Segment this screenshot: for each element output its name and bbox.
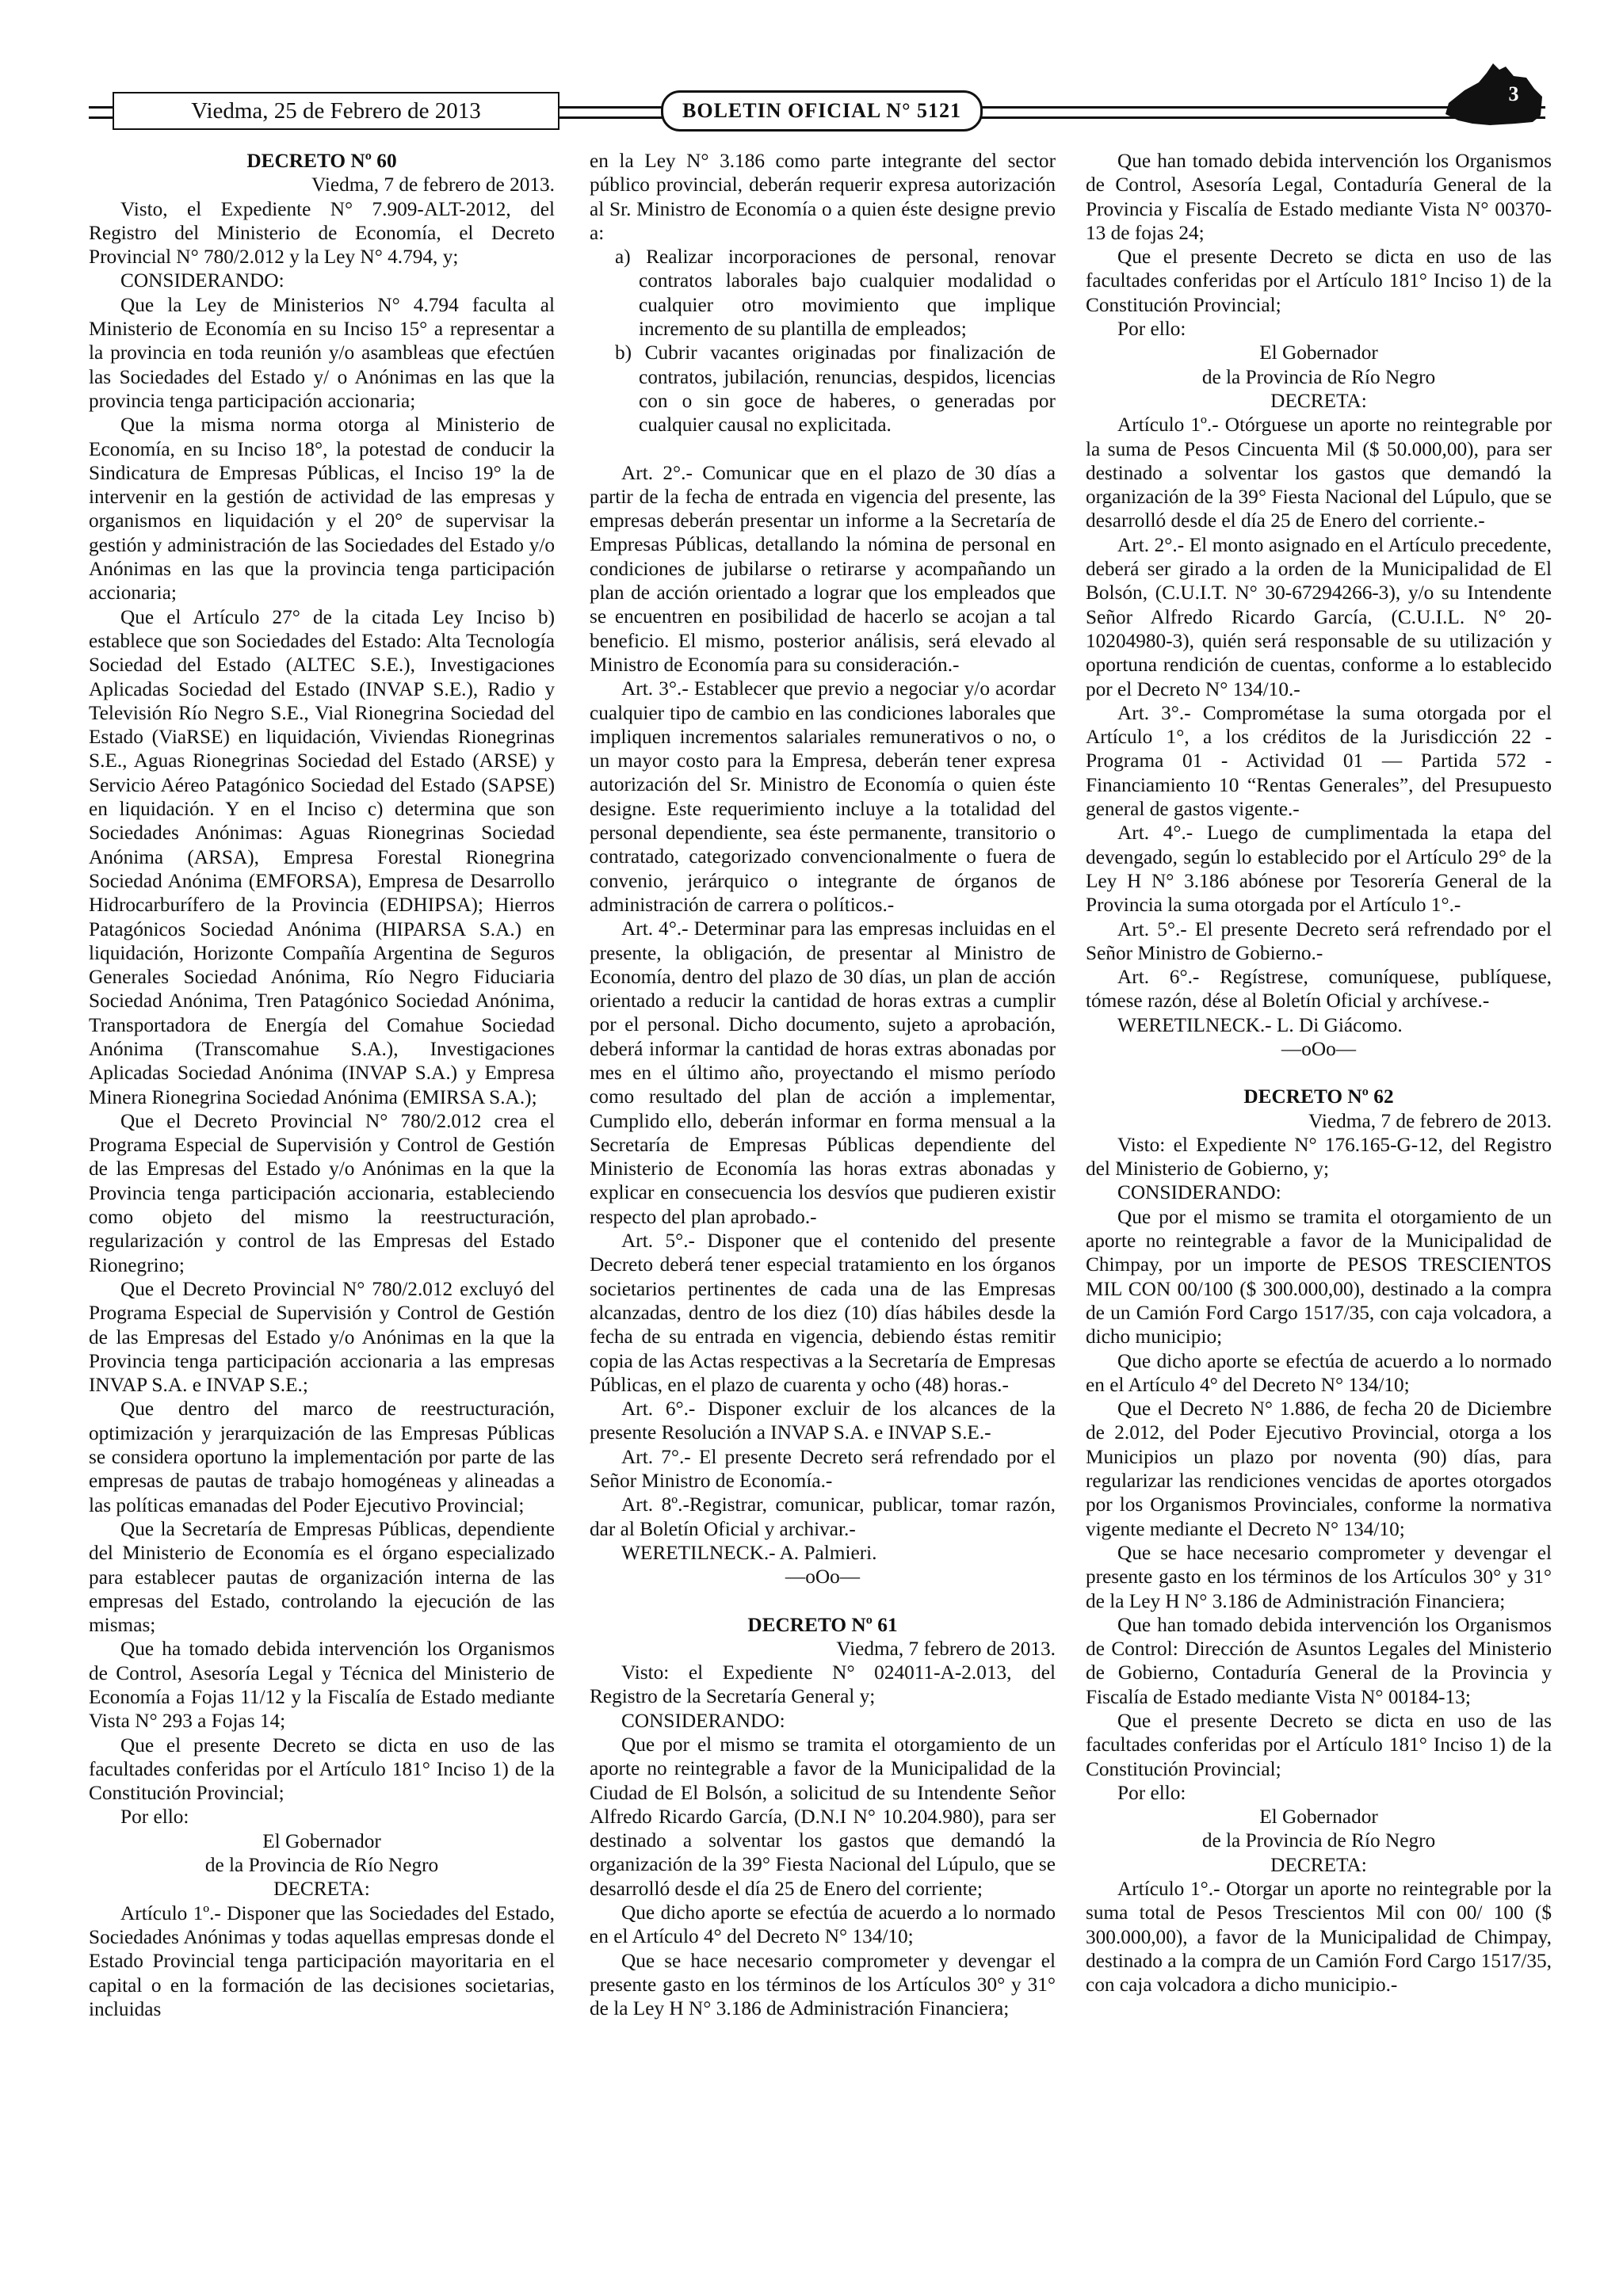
decreta-line: DECRETA:	[1270, 1853, 1367, 1876]
por-ello: Por ello:	[1117, 1781, 1186, 1804]
paragraph: Art. 3°.- Establecer que previo a negociar y/o acordar cualquier tipo de cambio en las condiciones laborales que impliquen incrementos salariales remunerativos o no, o un mayor costo para la Empresa, deberán tener expresa autorización del Sr. Ministro de Economía o quien éste designe. Este requerimiento incluye a la totalidad del personal dependiente, sea éste permanente, transitorio o contratado, categorizado convencionalmente o fuera de convenio, jerárquico o integrante de órganos de administración de carrera o políticos.-	[590, 677, 1056, 916]
paragraph: en la Ley N° 3.186 como parte integrante del sector público provincial, deberán requerir expresa autorización al Sr. Ministro de Economía o a quien éste designe previo a:	[590, 150, 1056, 244]
paragraph: Visto: el Expediente N° 024011-A-2.013, del Registro de la Secretaría General y;	[590, 1661, 1056, 1708]
requirements-list	[590, 245, 1056, 437]
considerando: CONSIDERANDO:	[621, 1709, 785, 1732]
decree-60-title: DECRETO Nº 60	[246, 150, 397, 172]
paragraph: Art. 4°.- Determinar para las empresas incluidas en el presente, la obligación, de presentar al Ministro de Economía, dentro del plazo de 30 días, un plan de acción orientado a reducir la cantidad de horas extras a cumplir por el personal. Dicho documento, sujeto a aprobación, deberá informar la cantidad de horas extras abonadas por mes en el último año, proyectando el mismo período como resultado del plan de acción a implementar, Cumplido ello, deberán informar en forma mensual a la Secretaría de Empresas Públicas dependiente del Ministerio de Economía las horas extras abonadas y explicar en consecuencia los desvíos que pudieren existir respecto del plan aprobado.-	[590, 917, 1056, 1228]
paragraph: Art. 2°.- Comunicar que en el plazo de 30 días a partir de la fecha de entrada en vigencia del presente, las empresas deberán presentar un informe a la Secretaría de Empresas Públicas, detallando la nómina de personal en condiciones de jubilarse o retirarse y acompañando un plan de acción orientado a lograr que los empleados que se encuentren en posibilidad de hacerlo se acojan a tal beneficio. El mismo, posterior análisis, será elevado al Ministro de Economía para su consideración.-	[590, 461, 1056, 676]
por-ello: Por ello:	[1117, 318, 1186, 341]
page-header	[89, 82, 1545, 139]
paragraph: Art. 6°.- Regístrese, comuníquese, publíquese, tómese razón, dése al Boletín Oficial y archívese.-	[1086, 966, 1552, 1013]
paragraph: Art. 7°.- El presente Decreto será refrendado por el Señor Ministro de Economía.-	[590, 1445, 1056, 1493]
spacer	[590, 1589, 1056, 1613]
column-1	[89, 149, 555, 2021]
paragraph: Visto: el Expediente N° 176.165-G-12, del Registro del Ministerio de Gobierno, y;	[1086, 1133, 1552, 1180]
paragraph: Que el Artículo 27° de la citada Ley Inciso b) establece que son Sociedades del Estado: Alta Tecnología Sociedad del Estado (ALTEC S.E.), Investigaciones Aplicadas Sociedad del Estado (INVAP S.E.), Radio y Televisión Río Negro S.E., Vial Rionegrina Sociedad del Estado (ViaRSE) en liquidación, Viviendas Rionegrinas S.E., Aguas Rionegrinas Sociedad del Estado (ARSE) y Servicio Aéreo Patagónico Sociedad del Estado (SAPSE) en liquidación. Y en el Inciso c) determina que son Sociedades Anónimas: Aguas Rionegrinas Sociedad Anónima (ARSA), Empresa Forestal Rionegrina Sociedad Anónima (EMFORSA), Empresa de Desarrollo Hidrocarburífero de la Provincia (EDHIPSA); Hierros Patagónicos Sociedad Anónima (HIPARSA S.A.) en liquidación, Horizonte Compañía Argentina de Seguros Generales Sociedad Anónima, Río Negro Fiduciaria Sociedad Anónima, Tren Patagónico Sociedad Anónima, Transportadora de Energía del Comahue Sociedad Anónima (Transcomahue S.A.), Investigaciones Aplicadas Sociedad Anónima (INVAP S.A.) y Empresa Minera Rionegrina Sociedad Anónima (EMIRSA S.A.);	[89, 605, 555, 1108]
paragraph: Art. 5°.- Disponer que el contenido del presente Decreto deberá tener especial tratamiento en los órganos societarios pertinentes de cada una de las Empresas alcanzadas, dentro de los diez (10) días hábiles desde la fecha de su entrada en vigencia, debiendo éstas remitir copia de las Actas respectivas a la Secretaría de Empresas Públicas, en el plazo de cuarenta y ocho (48) horas.-	[590, 1230, 1056, 1396]
signatures: WERETILNECK.- A. Palmieri.	[621, 1541, 877, 1564]
province-map-logo	[1441, 59, 1545, 138]
provincia-line: de la Provincia de Río Negro	[1201, 1829, 1436, 1852]
paragraph: Que dicho aporte se efectúa de acuerdo a lo normado en el Artículo 4° del Decreto N° 134/10;	[1086, 1349, 1552, 1396]
paragraph: Que el Decreto N° 1.886, de fecha 20 de Diciembre de 2.012, del Poder Ejecutivo Provincial, otorga a los Municipios un plazo por noventa (90) días, para regularizar las rendiciones vencidas de aportes otorgados por los Organismos Provinciales, conforme la normativa vigente mediante el Decreto N° 134/10;	[1086, 1398, 1552, 1540]
signatures: WERETILNECK.- L. Di Giácomo.	[1117, 1013, 1403, 1036]
considerando: CONSIDERANDO:	[1117, 1181, 1281, 1204]
decree-62-date: Viedma, 7 de febrero de 2013.	[1308, 1109, 1552, 1132]
paragraph: Artículo 1º.- Otórguese un aporte no reintegrable por la suma de Pesos Cincuenta Mil ($ 50.000,00), para ser destinado a solventar los gastos que demandó la organización de la 39° Fiesta Nacional del Lúpulo, que se desarrolló desde el día 25 de Enero del corriente.-	[1086, 414, 1552, 532]
decree-60-date: Viedma, 7 de febrero de 2013.	[311, 174, 555, 196]
decree-62-title: DECRETO Nº 62	[1243, 1085, 1394, 1108]
paragraph: Que el Decreto Provincial N° 780/2.012 crea el Programa Especial de Supervisión y Control de Gestión de las Empresas del Estado y/o Anónimas en la que la Provincia tenga participación accionaria, estableciendo como objeto del mismo la reestructuración, regularización y control de las Empresas del Estado Rionegrino;	[89, 1109, 555, 1276]
paragraph: Que la misma norma otorga al Ministerio de Economía, en su Inciso 18°, la potestad de conducir la Sindicatura de Empresas Públicas, el Inciso 19° la de intervenir en la gestión de actividad de las empresas y organismos en liquidación y el 20° de supervisar la gestión y administración de las Sociedades del Estado y/o Anónimas en las que la provincia tenga participación accionaria;	[89, 414, 555, 605]
paragraph: Que dentro del marco de reestructuración, optimización y jerarquización de las Empresas Públicas se considera oportuno la implementación por parte de las empresas de pautas de trabajo homogéneas y alineadas a las políticas emanadas del Poder Ejecutivo Provincial;	[89, 1398, 555, 1516]
separator: —oOo—	[785, 1566, 861, 1589]
bulletin-title: BOLETIN OFICIAL N° 5121	[661, 90, 983, 132]
paragraph: Art. 3°.- Comprométase la suma otorgada por el Artículo 1°, a los créditos de la Jurisdicción 22 - Programa 01 - Actividad 01 — Partida 572 - Financiamiento 10 “Rentas Generales”, del Presupuesto general de gastos vigente.-	[1086, 701, 1552, 821]
decreta-line: DECRETA:	[1270, 389, 1367, 412]
page-number: 3	[1508, 82, 1519, 105]
header-date: Viedma, 25 de Febrero de 2013	[113, 92, 559, 130]
paragraph: Que han tomado debida intervención los Organismos de Control: Dirección de Asuntos Legales del Ministerio de Gobierno, Contaduría General de la Provincia y Fiscalía de Estado mediante Vista N° 00184-13;	[1086, 1613, 1552, 1708]
decree-61-title: DECRETO Nº 61	[747, 1613, 898, 1636]
paragraph: Que por el mismo se tramita el otorgamiento de un aporte no reintegrable a favor de la Municipalidad de Chimpay, por un importe de PESOS TRESCIENTOS MIL CON 00/100 ($ 300.000,00), destinado a la compra de un Camión Ford Cargo 1517/35, con caja volcadora, a dicho municipio;	[1086, 1205, 1552, 1348]
paragraph: Que se hace necesario comprometer y devengar el presente gasto en los términos de los Artículos 30° y 31° de la Ley H N° 3.186 de Administración Financiera;	[1086, 1541, 1552, 1612]
spacer	[590, 437, 1056, 461]
column-2	[590, 149, 1056, 2021]
decree-61-date: Viedma, 7 febrero de 2013.	[836, 1637, 1056, 1660]
paragraph: Que la Ley de Ministerios N° 4.794 faculta al Ministerio de Economía en su Inciso 15° a representar a la provincia en toda reunión y/o asambleas que efectúen las Sociedades del Estado y/ o Anónimas en las que la provincia tenga participación accionaria;	[89, 293, 555, 412]
paragraph: Art. 5°.- El presente Decreto será refrendado por el Señor Ministro de Gobierno.-	[1086, 917, 1552, 964]
spacer	[1086, 1061, 1552, 1085]
paragraph: Art. 4°.- Luego de cumplimentada la etapa del devengado, según lo establecido por el Artículo 29° de la Ley H N° 3.186 abónese por Tesorería General de la Provincia la suma otorgada por el Artículo 1°.-	[1086, 822, 1552, 917]
separator: —oOo—	[1281, 1037, 1357, 1060]
paragraph: Que han tomado debida intervención los Organismos de Control, Asesoría Legal, Contaduría General de la Provincia y Fiscalía de Estado mediante Vista N° 00370-13 de fojas 24;	[1086, 150, 1552, 244]
paragraph: Que dicho aporte se efectúa de acuerdo a lo normado en el Artículo 4° del Decreto N° 134/10;	[590, 1901, 1056, 1948]
paragraph: Artículo 1º.- Disponer que las Sociedades del Estado, Sociedades Anónimas y todas aquellas empresas donde el Estado Provincial tenga participación mayoritaria en el capital o en la formación de las decisiones societarias, incluidas	[89, 1901, 555, 2020]
paragraph: Art. 6°.- Disponer excluir de los alcances de la presente Resolución a INVAP S.A. e INVAP S.E.-	[590, 1398, 1056, 1444]
paragraph: Que el presente Decreto se dicta en uso de las facultades conferidas por el Artículo 181° Inciso 1) de la Constitución Provincial;	[1086, 246, 1552, 316]
gobernador-line: El Gobernador	[1259, 341, 1378, 364]
paragraph: Visto, el Expediente N° 7.909-ALT-2012, del Registro del Ministerio de Economía, el Decreto Provincial N° 780/2.012 y la Ley N° 4.794, y;	[89, 197, 555, 269]
list-item: a) Realizar incorporaciones de personal, renovar contratos laborales bajo cualquier modalidad o cualquier otro movimiento que implique incremento de su plantilla de empleados;	[615, 246, 1056, 341]
paragraph: Que se hace necesario comprometer y devengar el presente gasto en los términos de los Artículos 30° y 31° de la Ley H N° 3.186 de Administración Financiera;	[590, 1949, 1056, 2020]
decreta-line: DECRETA:	[273, 1878, 370, 1901]
provincia-line: de la Provincia de Río Negro	[204, 1854, 439, 1877]
gobernador-line: El Gobernador	[1259, 1806, 1378, 1829]
list-item: b) Cubrir vacantes originadas por finalización de contratos, jubilación, renuncias, despidos, licencias con o sin goce de haberes, o generadas por cualquier causal no explicitada.	[615, 341, 1056, 437]
paragraph: Que ha tomado debida intervención los Organismos de Control, Asesoría Legal y Técnica del Ministerio de Economía a Fojas 11/12 y la Fiscalía de Estado mediante Vista N° 293 a Fojas 14;	[89, 1638, 555, 1733]
gobernador-line: El Gobernador	[262, 1829, 381, 1852]
considerando: CONSIDERANDO:	[120, 269, 285, 292]
paragraph: Art. 2°.- El monto asignado en el Artículo precedente, deberá ser girado a la orden de la Municipalidad de El Bolsón, (C.U.I.T. N° 30-67294266-3), y/o su Intendente Señor Alfredo Ricardo García, (C.U.I.L. N° 20-10204980-3), quién será responsable de su utilización y oportuna rendición de cuentas, conforme a lo establecido por el Decreto N° 134/10.-	[1086, 533, 1552, 700]
paragraph: Art. 8º.-Registrar, comunicar, publicar, tomar razón, dar al Boletín Oficial y archivar.-	[590, 1493, 1056, 1540]
paragraph: Artículo 1°.- Otorgar un aporte no reintegrable por la suma total de Pesos Trescientos Mil con 00/ 100 ($ 300.000,00), a favor de la Municipalidad de Chimpay, destinado a la compra de un Camión Ford Cargo 1517/35, con caja volcadora a dicho municipio.-	[1086, 1878, 1552, 1997]
paragraph: Que el Decreto Provincial N° 780/2.012 excluyó del Programa Especial de Supervisión y Control de Gestión de las Empresas del Estado y/o Anónimas en la que la Provincia tenga participación accionaria a las empresas INVAP S.A. e INVAP S.E.;	[89, 1277, 555, 1397]
por-ello: Por ello:	[120, 1806, 189, 1829]
paragraph: Que la Secretaría de Empresas Públicas, dependiente del Ministerio de Economía es el órgano especializado para establecer pautas de organización interna de las empresas del Estado, controlando la ejecución de las mismas;	[89, 1517, 555, 1637]
provincia-line: de la Provincia de Río Negro	[1201, 365, 1436, 388]
paragraph: Que por el mismo se tramita el otorgamiento de un aporte no reintegrable a favor de la Municipalidad de la Ciudad de El Bolsón, a solicitud de su Intendente Señor Alfredo Ricardo García, (D.N.I N° 10.204.980), para ser destinado a solventar los gastos que demandó la organización de la 39° Fiesta Nacional del Lúpulo, que se desarrolló desde el día 25 de Enero del corriente;	[590, 1733, 1056, 1900]
paragraph: Que el presente Decreto se dicta en uso de las facultades conferidas por el Artículo 181° Inciso 1) de la Constitución Provincial;	[89, 1733, 555, 1805]
paragraph: Que el presente Decreto se dicta en uso de las facultades conferidas por el Artículo 181° Inciso 1) de la Constitución Provincial;	[1086, 1710, 1552, 1780]
column-3	[1086, 149, 1552, 1997]
